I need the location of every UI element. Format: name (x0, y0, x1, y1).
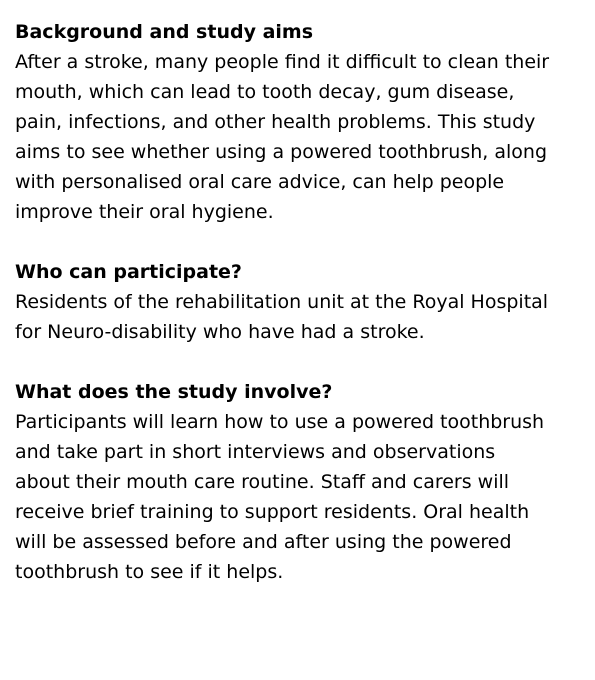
text-line: and take part in short interviews and observations (15, 441, 496, 463)
text-line: will be assessed before and after using the powered (15, 531, 512, 553)
text-line: mouth, which can lead to tooth decay, gum disease, (15, 81, 515, 103)
section-study-involvement (15, 377, 585, 587)
section-body-participants (15, 287, 585, 347)
text-line: Residents of the rehabilitation unit at the Royal Hospital (15, 291, 549, 313)
text-line: pain, infections, and other health problems. This study (15, 111, 536, 133)
section-body-study-involvement (15, 407, 585, 587)
text-line: improve their oral hygiene. (15, 201, 274, 223)
text-line: receive brief training to support residents. Oral health (15, 501, 530, 523)
text-line: about their mouth care routine. Staff and carers will (15, 471, 510, 493)
text-line: After a stroke, many people find it difficult to clean their (15, 51, 550, 73)
text-line: toothbrush to see if it helps. (15, 561, 284, 583)
text-line: Participants will learn how to use a powered toothbrush (15, 411, 545, 433)
section-heading-participants: Who can participate? (15, 261, 242, 283)
section-background (15, 17, 585, 227)
section-participants (15, 257, 585, 347)
section-heading-background: Background and study aims (15, 21, 314, 43)
study-summary-document (15, 17, 585, 617)
text-line: aims to see whether using a powered toothbrush, along (15, 141, 548, 163)
section-body-background (15, 47, 585, 227)
section-heading-study-involvement: What does the study involve? (15, 381, 333, 403)
text-line: with personalised oral care advice, can help people (15, 171, 505, 193)
text-line: for Neuro-disability who have had a stroke. (15, 321, 425, 343)
